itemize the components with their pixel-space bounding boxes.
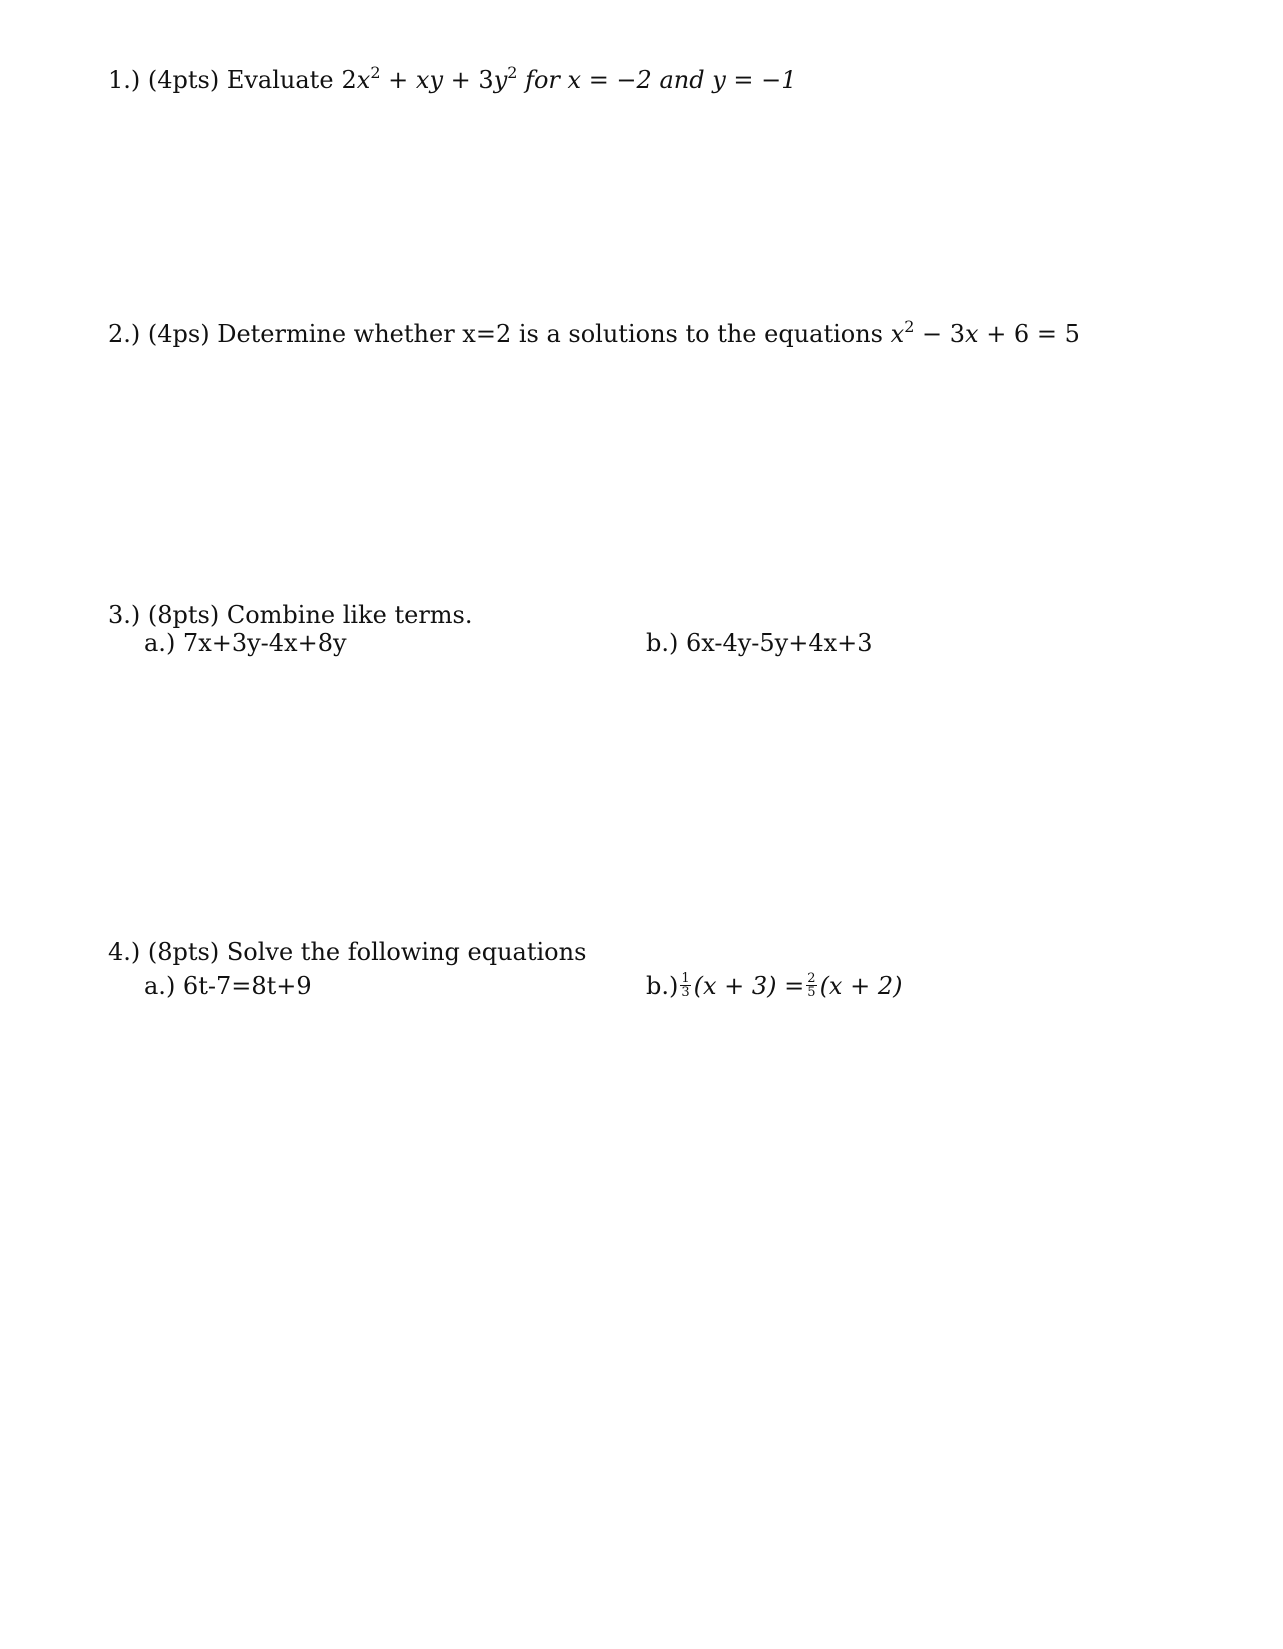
fraction-two-fifths: $\frac{2}{5}$ [807,971,816,1000]
question-3a: a.) 7x+3y-4x+8y [144,629,347,657]
question-2-label: 2.) (4ps) Determine whether x=2 is a solutions to the equations [108,320,883,348]
question-4-label: 4.) (8pts) Solve the following equations [108,938,587,966]
question-4a: a.) 6t-7=8t+9 [144,972,312,1000]
question-3-label: 3.) (8pts) Combine like terms. [108,601,473,629]
question-2 [108,319,1080,349]
question-1-expression: $2x^2$ + xy + $3y^2$ for x = −2 and y = −1 [341,63,797,94]
question-1-label: 1.) (4pts) Evaluate [108,66,334,94]
fraction-one-third: $\frac{1}{3}$ [681,971,690,1000]
question-3b: b.) 6x-4y-5y+4x+3 [646,629,873,657]
question-2-equation: $x^2 - 3x + 6 = 5$ [890,317,1080,348]
question-4b: b.) $\frac{1}{3}$ (x + 3) = $\frac{2}{5}$ (x + 2) [646,971,903,1000]
question-1 [108,65,797,95]
question-4b-prefix: b.) [646,972,679,1000]
